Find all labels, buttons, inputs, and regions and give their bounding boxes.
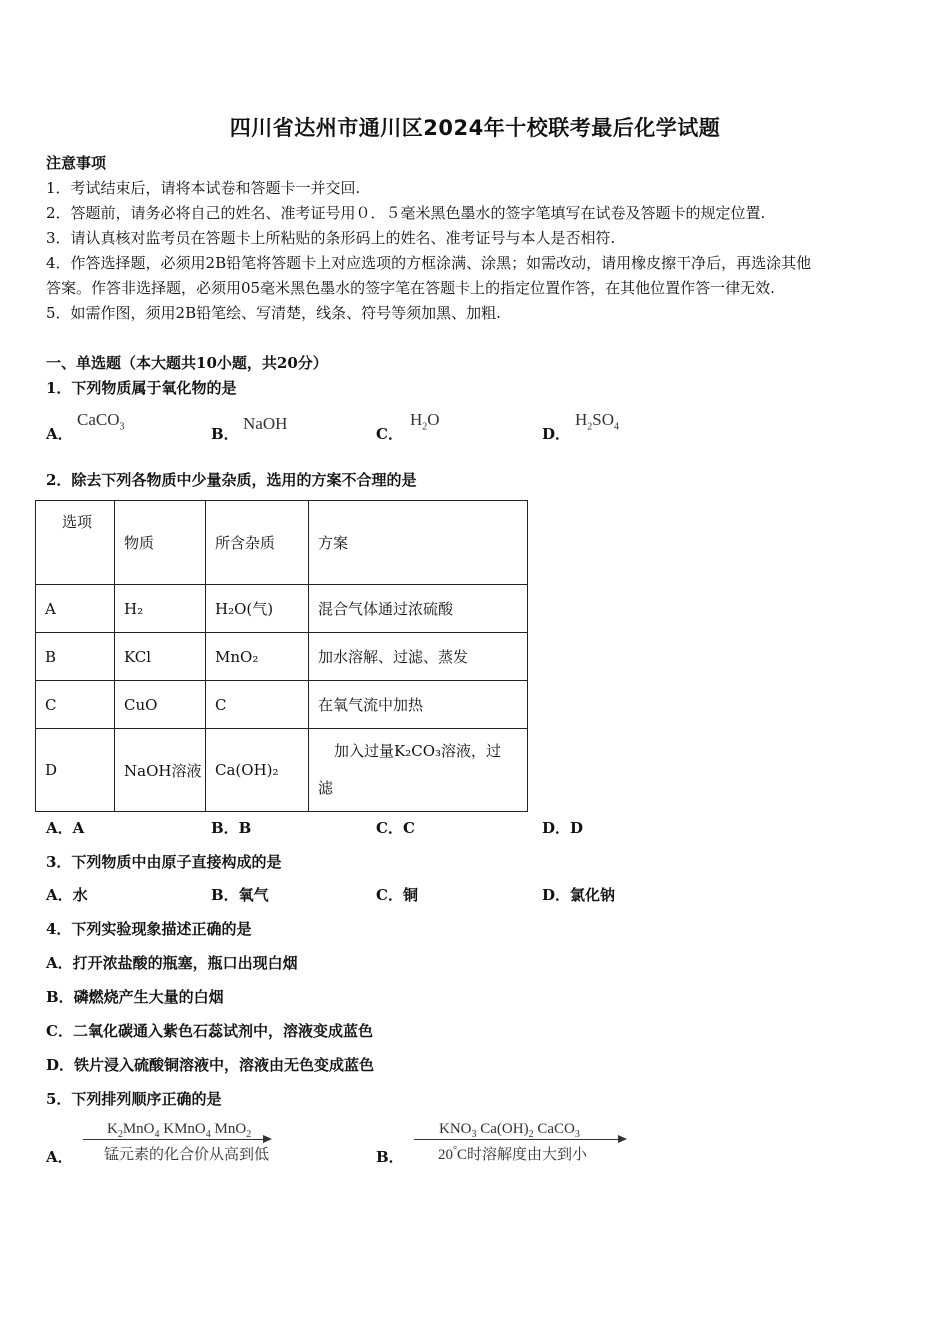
table-row — [36, 681, 528, 729]
q5-option-b-letter[interactable]: B． — [376, 1148, 404, 1166]
question-5-stem: 5．下列排列顺序正确的是 — [46, 1090, 222, 1108]
table-cell: H₂O(气) — [206, 585, 309, 633]
q1-option-a-letter[interactable]: A． — [46, 425, 73, 443]
question-4-stem: 4．下列实验现象描述正确的是 — [46, 920, 252, 938]
table-cell-line: 滤 — [318, 779, 334, 797]
page-title: 四川省达州市通川区2024年十校联考最后化学试题 — [229, 116, 721, 140]
notice-item: 2．答题前，请务必将自己的姓名、准考证号用０．５毫米黑色墨水的签字笔填写在试卷及答题卡的规定位置. — [46, 204, 766, 222]
q1-option-b-formula: NaOH — [243, 414, 288, 433]
q4-option-c[interactable]: C．二氧化碳通入紫色石蕊试剂中，溶液变成蓝色 — [46, 1022, 373, 1040]
table-row — [36, 585, 528, 633]
q2-option-c[interactable]: C．C — [376, 819, 415, 837]
section-heading: 一、单选题（本大题共10小题，共20分） — [46, 354, 328, 372]
table-cell: KCl — [115, 633, 206, 681]
q4-option-a[interactable]: A．打开浓盐酸的瓶塞，瓶口出现白烟 — [46, 954, 298, 972]
q1-option-d-formula: $H_2SO_4$ — [575, 410, 620, 433]
table-cell: MnO₂ — [206, 633, 309, 681]
q1-option-a-formula: CaCO$_3$ — [77, 410, 125, 433]
question-2-stem: 2．除去下列各物质中少量杂质，选用的方案不合理的是 — [46, 471, 417, 489]
q2-option-d[interactable]: D．D — [542, 819, 584, 837]
table-row — [36, 633, 528, 681]
q5-option-a-arrow — [83, 1139, 265, 1140]
q1-option-c-letter[interactable]: C． — [376, 425, 403, 443]
q1-option-c-formula: $H_2O$ — [410, 410, 440, 433]
q3-option-b[interactable]: B．氧气 — [211, 886, 269, 904]
q5-option-b-sequence: $KNO_3$ $Ca(OH)_2$ CaCO$_3$ — [439, 1121, 580, 1140]
q2-option-a[interactable]: A．A — [46, 819, 85, 837]
table-cell: A — [36, 585, 115, 633]
arrow-right-icon — [263, 1135, 272, 1143]
notice-item: 3．请认真核对监考员在答题卡上所粘贴的条形码上的姓名、准考证号与本人是否相符. — [46, 229, 616, 247]
notice-heading: 注意事项 — [46, 154, 107, 172]
q5-option-b-caption: 20°C时溶解度由大到小 — [438, 1145, 588, 1163]
q5-option-b-arrow — [414, 1139, 620, 1140]
q3-option-c[interactable]: C．铜 — [376, 886, 418, 904]
q1-option-d-letter[interactable]: D． — [542, 425, 571, 443]
question-1-stem: 1．下列物质属于氧化物的是 — [46, 379, 237, 397]
table-cell: C — [36, 681, 115, 729]
table-cell: NaOH溶液 — [115, 729, 206, 812]
question-3-stem: 3．下列物质中由原子直接构成的是 — [46, 853, 282, 871]
q5-option-a-sequence: $K_2MnO_4$ KMnO$_4$ MnO$_2$ — [107, 1121, 252, 1140]
q5-option-a-letter[interactable]: A． — [46, 1148, 73, 1166]
table-cell: H₂ — [115, 585, 206, 633]
table-header-cell: 方案 — [309, 501, 528, 585]
table-cell: D — [36, 729, 115, 812]
q4-option-d[interactable]: D．铁片浸入硫酸铜溶液中，溶液由无色变成蓝色 — [46, 1056, 375, 1074]
table-cell: CuO — [115, 681, 206, 729]
table-cell: 在氧气流中加热 — [309, 681, 528, 729]
q4-option-b[interactable]: B．磷燃烧产生大量的白烟 — [46, 988, 224, 1006]
q1-option-b-letter[interactable]: B． — [211, 425, 239, 443]
table-cell: B — [36, 633, 115, 681]
q3-option-a[interactable]: A．水 — [46, 886, 88, 904]
table-header-cell: 物质 — [115, 501, 206, 585]
table-cell — [309, 729, 528, 812]
table-cell: Ca(OH)₂ — [206, 729, 309, 812]
notice-item: 5．如需作图，须用2B铅笔绘、写清楚，线条、符号等须加黑、加粗. — [46, 304, 501, 322]
notice-item: 答案。作答非选择题，必须用05毫米黑色墨水的签字笔在答题卡上的指定位置作答，在其他位置作答一律无效. — [46, 279, 775, 297]
table-header-cell: 所含杂质 — [206, 501, 309, 585]
q3-option-d[interactable]: D．氯化钠 — [542, 886, 616, 904]
table-header-cell: 选项 — [36, 501, 115, 585]
table-cell-line: 加入过量K₂CO₃溶液，过 — [334, 742, 502, 760]
table-cell: 加水溶解、过滤、蒸发 — [309, 633, 528, 681]
arrow-right-icon — [618, 1135, 627, 1143]
table-cell: C — [206, 681, 309, 729]
notice-item: 4．作答选择题，必须用2B铅笔将答题卡上对应选项的方框涂满、涂黑；如需改动，请用橡皮擦干净后，再选涂其他 — [46, 254, 812, 272]
q5-option-a-caption: 锰元素的化合价从高到低 — [104, 1147, 270, 1163]
notice-item: 1．考试结束后，请将本试卷和答题卡一并交回. — [46, 179, 361, 197]
table-cell: 混合气体通过浓硫酸 — [309, 585, 528, 633]
q2-option-b[interactable]: B．B — [211, 819, 252, 837]
table-row — [36, 729, 528, 812]
q2-table — [35, 500, 528, 812]
